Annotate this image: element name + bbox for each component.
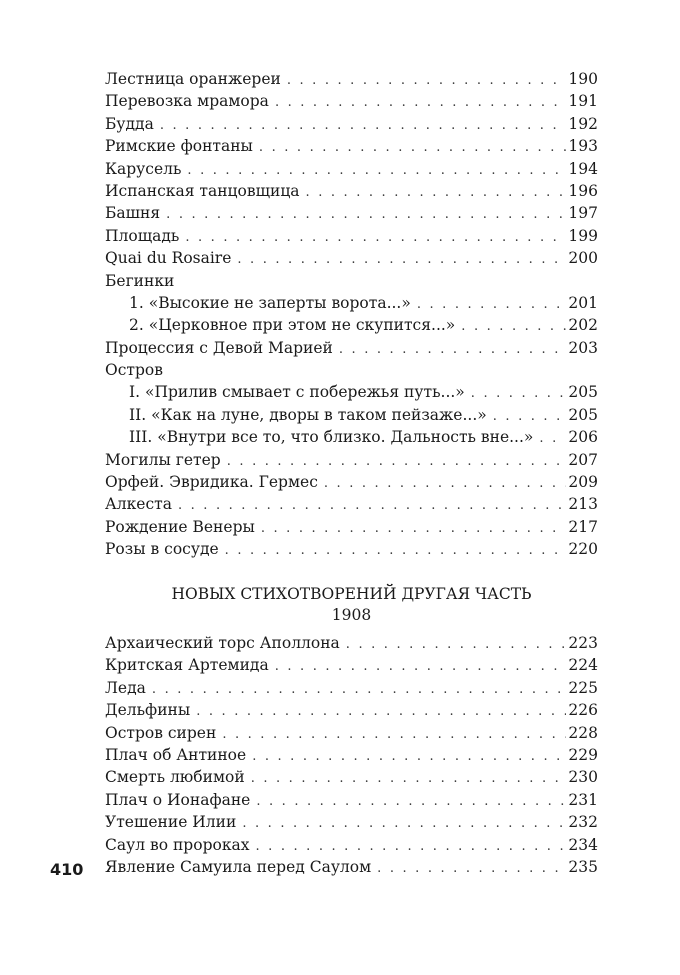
toc-dot-leader [256, 836, 567, 858]
section-year: 1908 [331, 606, 372, 624]
toc-entry-title: Перевозка мрамора [105, 92, 269, 111]
toc-entry [105, 699, 598, 721]
toc-entry [105, 744, 598, 766]
toc-dot-leader [196, 701, 566, 723]
toc-dot-leader [346, 634, 567, 656]
toc-entry [105, 677, 598, 699]
toc-entry [105, 654, 598, 676]
toc-entry-page: 209 [568, 473, 598, 492]
toc-entry [105, 381, 598, 403]
toc-entry-title: Леда [105, 678, 146, 697]
toc-entry-page: 196 [568, 181, 598, 200]
toc-entry [105, 225, 598, 247]
toc-entry-page: 226 [568, 701, 598, 720]
toc-entry-title: I. «Прилив смывает с побережья путь...» [129, 383, 465, 402]
toc-dot-leader [493, 406, 567, 428]
toc-entry-page: 206 [568, 428, 598, 447]
toc-entry-page: 205 [568, 383, 598, 402]
toc-dot-leader [160, 115, 567, 137]
page-number: 410 [50, 860, 84, 879]
toc-entry-title: II. «Как на луне, дворы в таком пейзаже...» [129, 405, 487, 424]
toc-dot-leader [324, 473, 567, 495]
toc-entry-page: 213 [568, 495, 598, 514]
toc-entry [105, 202, 598, 224]
toc-dot-leader [417, 294, 567, 316]
toc-entry [105, 471, 598, 493]
toc-entry [105, 811, 598, 833]
toc-entry [105, 516, 598, 538]
toc-entry [105, 426, 598, 448]
toc-entry-title: Площадь [105, 226, 180, 245]
toc-entry-title: Явление Самуила перед Саулом [105, 857, 372, 876]
toc-entry [105, 90, 598, 112]
toc-entry-page: 197 [568, 204, 598, 223]
toc-entry-title: Бегинки [105, 271, 175, 290]
toc-dot-leader [251, 768, 567, 790]
toc-dot-leader [225, 540, 567, 562]
toc-entry [105, 449, 598, 471]
toc-entry-title: III. «Внутри все то, что близко. Дальность вне...» [129, 428, 534, 447]
toc-dot-leader [152, 679, 567, 701]
toc-entry-title: Смерть любимой [105, 768, 245, 787]
toc-entry-title: Карусель [105, 159, 182, 178]
toc-dot-leader [256, 791, 566, 813]
toc-entry-page: 225 [568, 678, 598, 697]
toc-entry-title: Плач об Антиное [105, 745, 247, 764]
toc-entry-title: Процессия с Девой Марией [105, 338, 333, 357]
toc-dot-leader [339, 339, 567, 361]
toc-entry-title: Будда [105, 114, 154, 133]
toc-entry-title: Римские фонтаны [105, 137, 253, 156]
toc-entry-page: 207 [568, 450, 598, 469]
toc-entry [105, 493, 598, 515]
toc-entry-title: Рождение Венеры [105, 517, 255, 536]
toc-dot-leader [377, 858, 566, 880]
toc-entry-page: 191 [568, 92, 598, 111]
toc-entry [105, 404, 598, 426]
toc-entry-title: Архаический торс Аполлона [105, 634, 340, 652]
toc-entry-title: Плач о Ионафане [105, 790, 251, 809]
toc-entry-title: Дельфины [105, 701, 191, 720]
toc-entry [105, 856, 598, 878]
toc-entry-page: 201 [568, 293, 598, 312]
toc-dot-leader [259, 137, 567, 159]
section-heading [105, 584, 598, 626]
toc-dot-leader [237, 249, 566, 271]
toc-dot-leader [185, 227, 566, 249]
toc-list-part1 [105, 68, 598, 561]
toc-dot-leader [287, 70, 567, 92]
toc-entry [105, 722, 598, 744]
toc-entry-page: 220 [568, 540, 598, 559]
toc-dot-leader [187, 160, 566, 182]
toc-list-part2 [105, 632, 598, 878]
toc-entry-page: 234 [568, 835, 598, 854]
toc-entry-title: 2. «Церковное при этом не скупится...» [129, 316, 456, 335]
toc-entry-page: 232 [568, 813, 598, 832]
toc-entry-title: Критская Артемида [105, 656, 269, 675]
toc-entry-page: 199 [568, 226, 598, 245]
toc-entry [105, 337, 598, 359]
toc-entry-title: Розы в сосуде [105, 540, 219, 559]
toc-dot-leader [222, 724, 566, 746]
toc-entry-title: 1. «Высокие не заперты ворота...» [129, 293, 411, 312]
toc-entry-page: 235 [568, 857, 598, 876]
toc-entry-page: 200 [568, 249, 598, 268]
toc-dot-leader [242, 813, 566, 835]
toc-entry-page: 228 [568, 723, 598, 742]
toc-entry-title: Лестница оранжереи [105, 70, 281, 88]
toc-entry-page: 229 [568, 745, 598, 764]
toc-entry-title: Саул во пророках [105, 835, 250, 854]
toc-entry-title: Алкеста [105, 495, 172, 514]
toc-entry [105, 834, 598, 856]
toc-entry-page: 203 [568, 338, 598, 357]
toc-entry [105, 632, 598, 654]
toc-entry-page: 192 [568, 114, 598, 133]
toc-entry [105, 359, 598, 381]
toc-entry [105, 135, 598, 157]
toc-dot-leader [178, 495, 566, 517]
toc-entry-page: 190 [568, 70, 598, 88]
toc-entry-title: Могилы гетер [105, 450, 221, 469]
toc-entry-title: Утешение Илии [105, 813, 237, 832]
toc-entry [105, 270, 598, 292]
toc-entry-title: Остров [105, 361, 163, 380]
toc-entry [105, 158, 598, 180]
toc-entry-page: 223 [568, 634, 598, 652]
toc-dot-leader [471, 383, 567, 405]
toc-entry-page: 193 [568, 137, 598, 156]
toc-entry [105, 247, 598, 269]
toc-entry [105, 314, 598, 336]
toc-entry-page: 217 [568, 517, 598, 536]
section-title: НОВЫХ СТИХОТВОРЕНИЙ ДРУГАЯ ЧАСТЬ [171, 585, 532, 603]
toc-dot-leader [166, 204, 566, 226]
toc-entry [105, 789, 598, 811]
toc-entry-title: Испанская танцовщица [105, 181, 300, 200]
toc-entry [105, 180, 598, 202]
toc-entry [105, 68, 598, 90]
toc-dot-leader [306, 182, 567, 204]
toc-dot-leader [461, 316, 566, 338]
toc-entry-page: 194 [568, 159, 598, 178]
toc-dot-leader [275, 656, 567, 678]
toc-dot-leader [275, 92, 566, 114]
toc-entry-title: Башня [105, 204, 161, 223]
toc-dot-leader [539, 428, 566, 450]
toc-dot-leader [261, 518, 567, 540]
toc-entry [105, 113, 598, 135]
toc-dot-leader [252, 746, 566, 768]
toc-entry [105, 292, 598, 314]
toc-dot-leader [227, 451, 567, 473]
toc-entry-title: Quai du Rosaire [105, 249, 232, 268]
toc-entry-page: 230 [568, 768, 598, 787]
toc-entry-title: Остров сирен [105, 723, 217, 742]
toc-entry-page: 202 [568, 316, 598, 335]
toc-entry-page: 224 [568, 656, 598, 675]
toc-entry [105, 538, 598, 560]
toc-entry-title: Орфей. Эвридика. Гермес [105, 473, 318, 492]
toc-entry [105, 766, 598, 788]
toc-entry-page: 205 [568, 405, 598, 424]
toc-entry-page: 231 [568, 790, 598, 809]
